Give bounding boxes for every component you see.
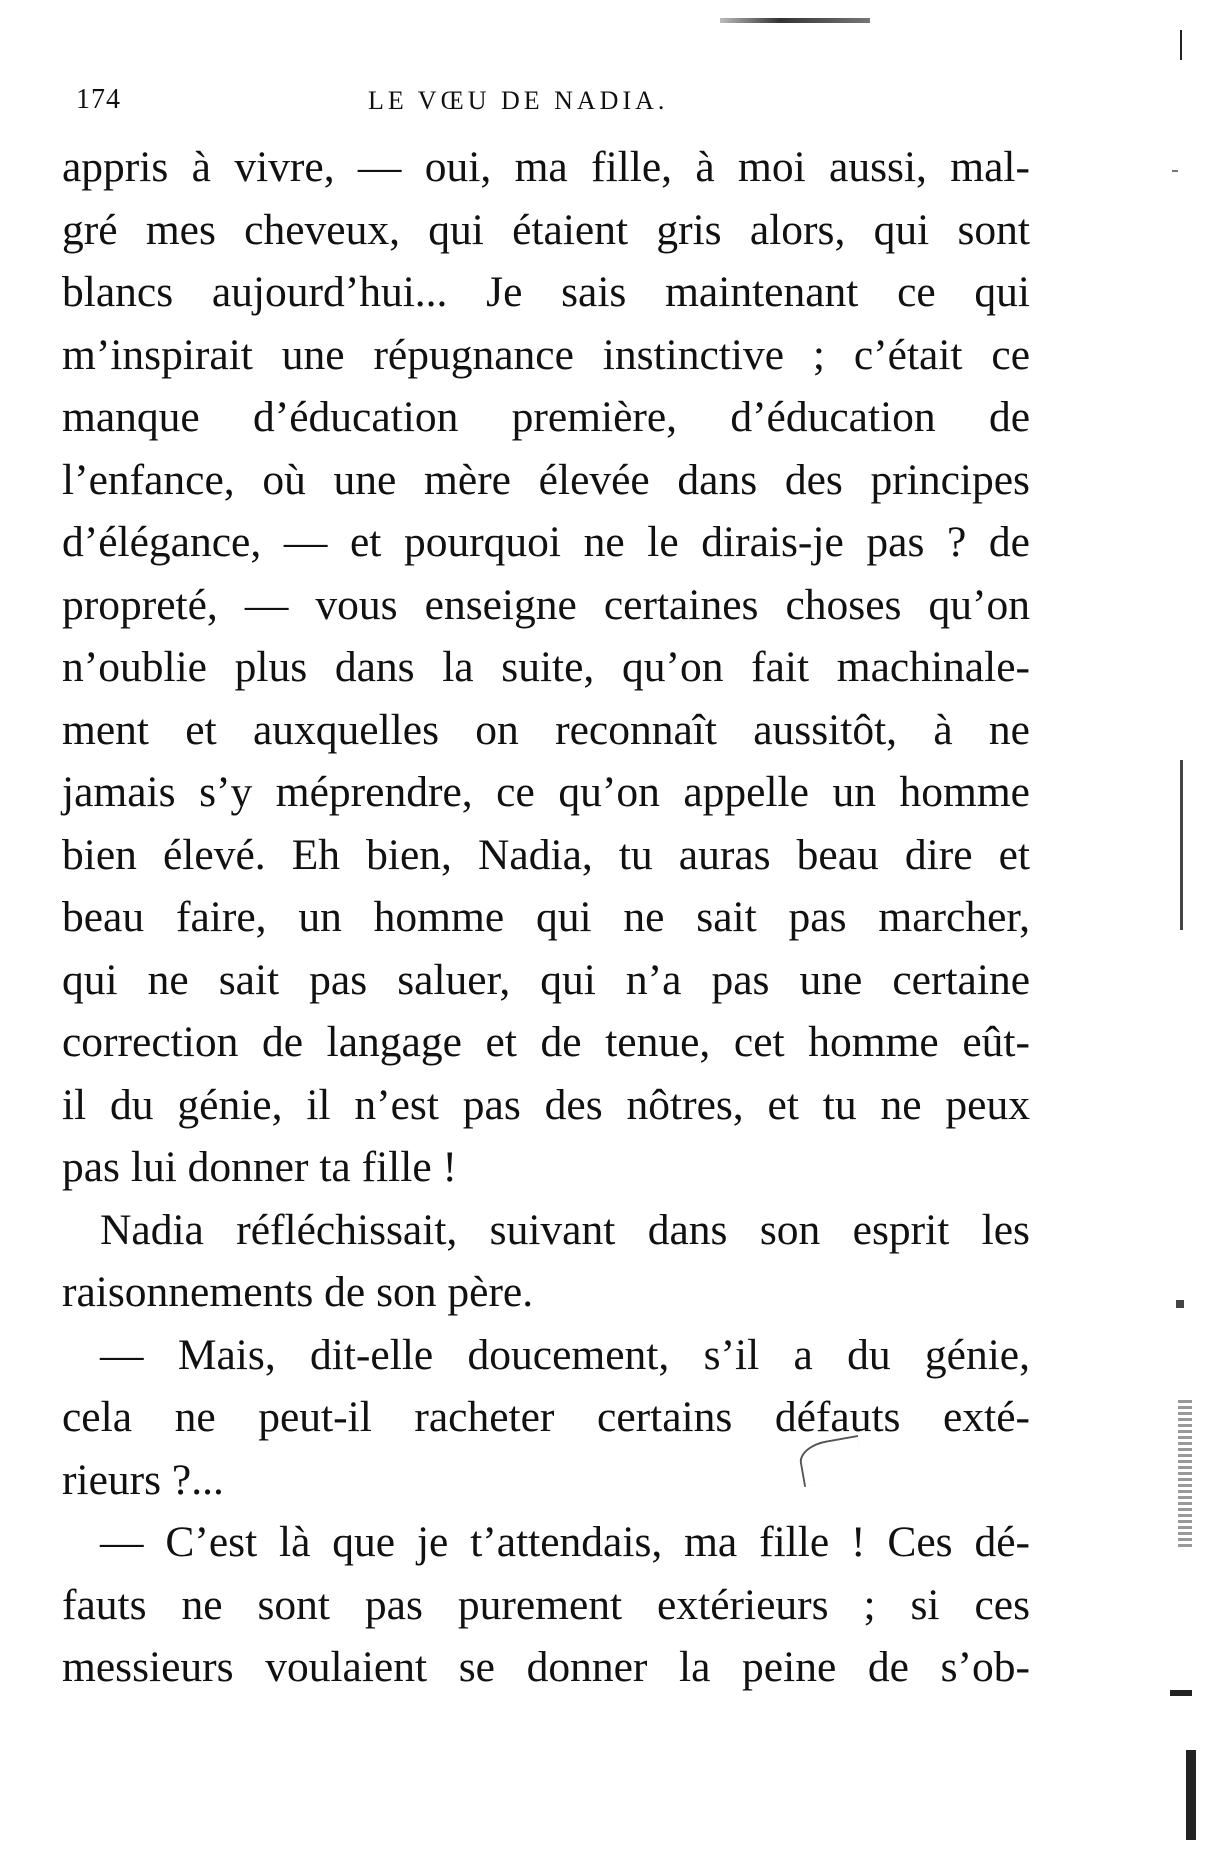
text-line: il du génie, il n’est pas des nôtres, et tu ne peux <box>62 1080 1030 1129</box>
text-line: appris à vivre, — oui, ma fille, à moi aussi, mal- <box>62 143 1030 191</box>
text-line: bien élevé. Eh bien, Nadia, tu auras beau dire et <box>62 830 1030 879</box>
text-line: propreté, — vous enseigne certaines choses qu’on <box>62 580 1030 629</box>
scan-artifact <box>1172 170 1178 172</box>
scan-artifact <box>1178 1400 1192 1550</box>
text-line: ment et auxquelles on reconnaît aussitôt, à ne <box>62 705 1030 754</box>
text-line: correction de langage et de tenue, cet homme eût- <box>62 1018 1030 1066</box>
scan-artifact <box>1180 760 1183 930</box>
scan-artifact <box>1170 1690 1192 1696</box>
scan-artifact <box>1186 1750 1196 1840</box>
text-line: fauts ne sont pas purement extérieurs ; si ces <box>62 1580 1030 1629</box>
text-line: — Mais, dit-elle doucement, s’il a du génie, <box>100 1330 1030 1379</box>
text-line: m’inspirait une répugnance instinctive ; c’était ce <box>62 330 1030 379</box>
running-title: LE VŒU DE NADIA. <box>368 86 669 115</box>
text-line: messieurs voulaient se donner la peine de s’ob- <box>62 1643 1030 1691</box>
body-text <box>62 136 1030 1699</box>
text-line: qui ne sait pas saluer, qui n’a pas une certaine <box>62 955 1030 1004</box>
page-number: 174 <box>76 84 121 115</box>
scan-artifact <box>1176 1300 1184 1308</box>
text-line: blancs aujourd’hui... Je sais maintenant ce qui <box>62 268 1030 316</box>
scan-mark <box>720 18 870 23</box>
text-line: gré mes cheveux, qui étaient gris alors, qui sont <box>62 205 1030 254</box>
text-line: beau faire, un homme qui ne sait pas marcher, <box>62 893 1030 941</box>
text-line: manque d’éducation première, d’éducation de <box>62 393 1030 441</box>
text-line: rieurs ?... <box>62 1455 224 1504</box>
text-line: pas lui donner ta fille ! <box>62 1143 458 1191</box>
text-line: n’oublie plus dans la suite, qu’on fait machinale- <box>62 643 1030 691</box>
text-line: — C’est là que je t’attendais, ma fille ! Ces dé- <box>100 1518 1030 1566</box>
scan-artifact <box>1180 30 1182 60</box>
text-line: d’élégance, — et pourquoi ne le dirais-je pas ? de <box>62 518 1030 566</box>
text-line: raisonnements de son père. <box>62 1268 534 1316</box>
text-line: jamais s’y méprendre, ce qu’on appelle un homme <box>62 768 1030 816</box>
page-header <box>68 84 1038 124</box>
text-line: l’enfance, où une mère élevée dans des principes <box>62 455 1030 504</box>
text-line: Nadia réfléchissait, suivant dans son esprit les <box>100 1205 1030 1254</box>
text-line: cela ne peut-il racheter certains défauts exté- <box>62 1393 1030 1441</box>
